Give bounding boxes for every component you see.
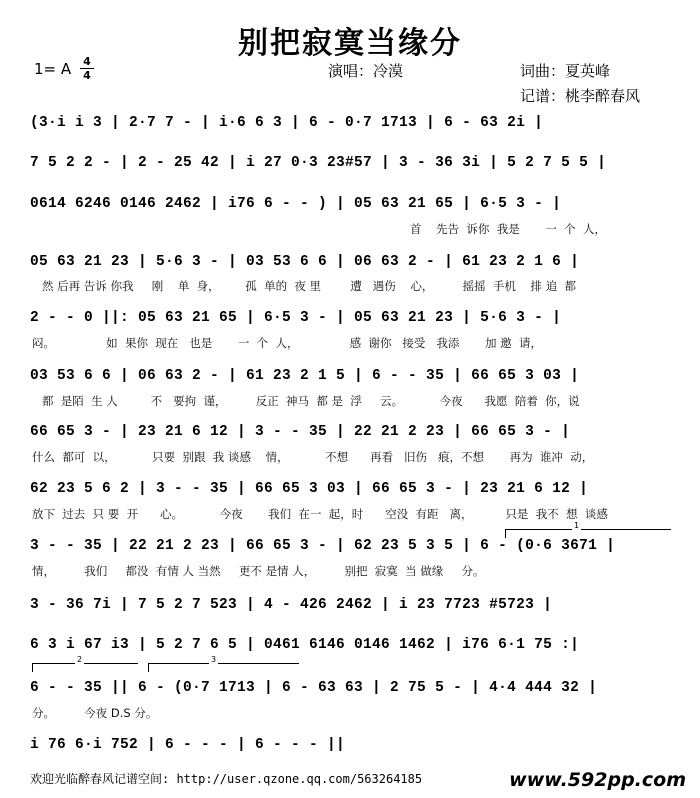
meter-top: 4 [83, 55, 91, 68]
lyric-line: 放下 过去 只 要 开 心。 今夜 我们 在一 起，时 空没 有距 离， 只是 我不 想 谈感 [32, 507, 608, 521]
lyric-line: 情， 我们 都没 有情 人 当然 更不 是情 人， 别把 寂寞 当 做缘 分。 [32, 564, 485, 578]
key-signature: 1= A [34, 60, 72, 78]
notation-line: 05 63 21 23 | 5·6 3 - | 03 53 6 6 | 06 63 2 - | 61 23 2 1 6 | [30, 254, 580, 270]
volta-2 [32, 655, 138, 672]
notation-line: 3 - - 35 | 22 21 2 23 | 66 65 3 - | 62 23 5 3 5 | 6 - (0·6 3671 | [30, 538, 616, 554]
lyric-line: 首 先告 诉你 我是 一 个 人， [410, 222, 606, 236]
notation-line: 0614 6246 0146 2462 | i76 6 - - ) | 05 63 21 65 | 6·5 3 - | [30, 196, 562, 212]
notation-line: (3·i i 3 | 2·7 7 - | i·6 6 3 | 6 - 0·7 1713 | 6 - 63 2i | [30, 115, 544, 131]
notation-line: i 76 6·i 752 | 6 - - - | 6 - - - || [30, 737, 346, 753]
volta-1-label: 1 [574, 521, 580, 530]
notation-line: 6 3 i 67 i3 | 5 2 7 6 5 | 0461 6146 0146 1462 | i76 6·1 75 :| [30, 637, 580, 653]
lyric-line: 闷。 如 果你 现在 也是 一 个 人， 感 谢你 接受 我添 加 邀 请， [32, 336, 542, 350]
composer-credit: 词曲：夏英峰 [520, 62, 611, 80]
lyric-line: 都 是陌 生 人 不 要拘 谨， 反正 神马 都 是 浮 云。 今夜 我愿 陪着 你，说 [42, 394, 580, 408]
notation-line: 2 - - 0 ||: 05 63 21 65 | 6·5 3 - | 05 63 21 23 | 5·6 3 - | [30, 310, 562, 326]
transcriber-credit: 记谱：桃李醉春风 [520, 87, 641, 105]
notation-line: 66 65 3 - | 23 21 6 12 | 3 - - 35 | 22 21 2 23 | 66 65 3 - | [30, 424, 571, 440]
singer-credit: 演唱：冷漠 [328, 62, 404, 80]
notation-line: 03 53 6 6 | 06 63 2 - | 61 23 2 1 5 | 6 - - 35 | 66 65 3 03 | [30, 368, 580, 384]
notation-line: 7 5 2 2 - | 2 - 25 42 | i 27 0·3 23#57 | 3 - 36 3i | 5 2 7 5 5 | [30, 155, 607, 171]
volta-3 [148, 655, 299, 672]
song-title: 别把寂寞当缘分 [238, 26, 462, 61]
notation-line: 3 - 36 7i | 7 5 2 7 523 | 4 - 426 2462 | i 23 7723 #5723 | [30, 597, 553, 613]
notation-line: 62 23 5 6 2 | 3 - - 35 | 66 65 3 03 | 66 65 3 - | 23 21 6 12 | [30, 481, 589, 497]
volta-1 [505, 521, 671, 538]
site-watermark: www.592pp.com [509, 769, 686, 791]
footer-text: 欢迎光临醉春风记谱空间: http://user.qzone.qq.com/563264185 [30, 772, 423, 786]
lyric-line: 分。 今夜 D.S 分。 [32, 706, 158, 720]
volta-3-label: 3 [211, 655, 217, 664]
lyric-line: 什么 都可 以， 只要 别跟 我 谈感 情， 不想 再看 旧伤 痕，不想 再为 谁冲 动， [32, 450, 594, 464]
notation-line: 6 - - 35 || 6 - (0·7 1713 | 6 - 63 63 | 2 75 5 - | 4·4 444 32 | [30, 680, 598, 696]
lyric-line: 然 后再 告诉 你我 刚 单 身， 孤 单的 夜 里 遭 遇伤 心， 摇摇 手机 排 追 都 [42, 279, 577, 293]
meter-bottom: 4 [83, 69, 91, 82]
volta-2-label: 2 [77, 655, 83, 664]
